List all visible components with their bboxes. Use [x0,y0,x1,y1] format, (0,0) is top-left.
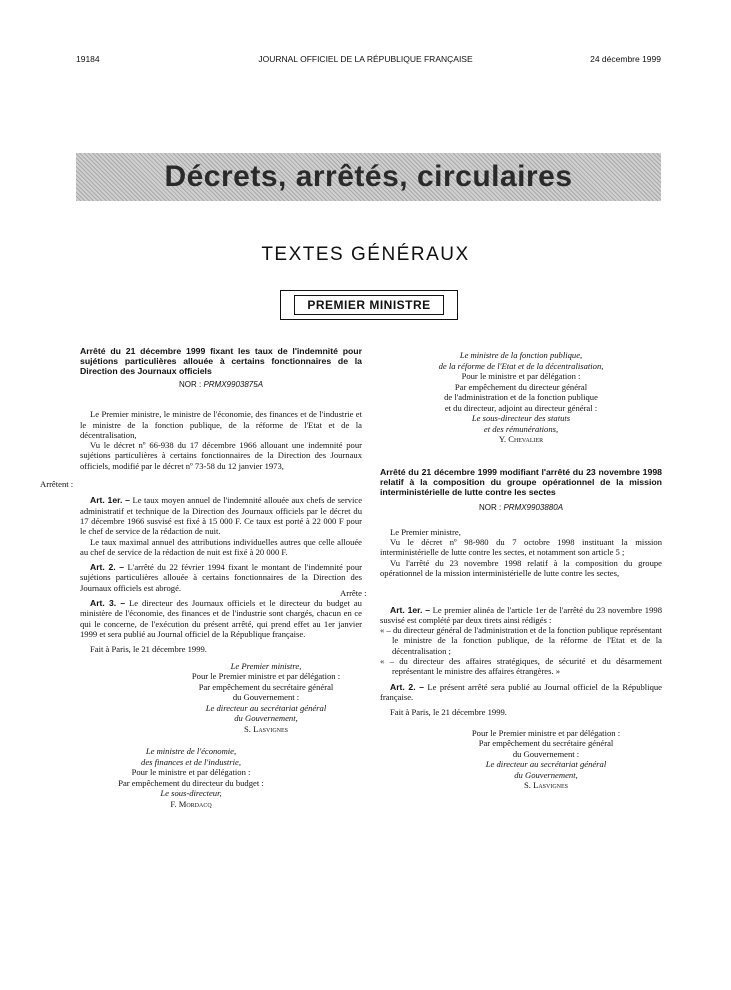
fait-a-paris-2: Fait à Paris, le 21 décembre 1999. [390,707,507,718]
art1-text: Le taux moyen annuel de l'indemnité allouée aux chefs de service administratif et technique de la Direction des Journaux officiels par le décret du 17 décembre 1966 susvisé est fixé à 15 000 F. Ce taux est porté à 22 000 F pour le chef de service de la rédaction de nuit. [80,495,363,537]
art3-label: Art. 3. – [90,598,126,609]
signature-block-3 [380,350,662,445]
visa-2b: Vu l'arrêté du 23 novembre 1998 relatif à la composition du groupe opérationnel de la mission interministérielle de lutte contre les sectes, [380,557,662,578]
sig1-line: Le Premier ministre, [230,660,302,671]
art3-text: Le directeur des Journaux officiels et le directeur du budget au ministère de l'économie, des finances et de l'industrie sont chargés, chacun en ce qui le concerne, de l'exécution du présent arrêté, qui prend effet au 1er janvier 1999 et sera publié au Journal officiel de la République française. [80,598,362,639]
decree-title-2: Arrêté du 21 décembre 1999 modifiant l'arrêté du 23 novembre 1998 relatif à la composition du groupe opérationnel de la mission interministérielle de lutte contre les sectes [380,466,662,497]
sig1-line: du Gouvernement, [234,713,298,724]
article-3 [80,598,362,639]
nor-line-1 [80,380,362,390]
page-number: 19184 [76,54,100,64]
art1-label: Art. 1er. – [90,495,130,506]
signatory-name: S. Lasvignes [524,780,568,791]
sig1-line: Le directeur au secrétariat général [205,702,327,713]
visa-2a: Vu le décret nº 98-980 du 7 octobre 1998 instituant la mission interministérielle de lutte contre les sectes, et notamment son article 5 ; [380,537,662,558]
signatory-name: Y. Chevalier [498,434,544,444]
nor-code: PRMX9903880A [503,502,564,512]
ministry-label: PREMIER MINISTRE [294,295,443,315]
sig4-line: Le directeur au secrétariat général [485,759,607,770]
sig3-line: Le ministre de la fonction publique, [459,350,583,360]
signature-block-4 [380,728,662,791]
sig3-line: et des rémunérations, [483,423,559,434]
sig2-line: Le sous-directeur, [160,788,222,799]
dash-item-2: « – du directeur des affaires stratégiques, de sécurité et du désarmement représentant le ministre des affaires étrangères. » [380,656,662,677]
sig4-line: Pour le Premier ministre et par délégation : [471,727,621,738]
sig1-line: du Gouvernement : [232,692,300,703]
signatory-name: F. Mordacq [170,798,212,809]
sig2-line: Le ministre de l'économie, [145,746,237,757]
signature-block-2 [80,746,362,809]
nor-line-2 [380,503,662,513]
journal-title: JOURNAL OFFICIEL DE LA RÉPUBLIQUE FRANÇAISE [258,54,473,64]
ministry-box [280,290,458,320]
sig2-line: des finances et de l'industrie, [141,756,241,767]
section-banner [76,153,661,201]
sig4-line: du Gouvernement, [514,769,578,780]
art2-text: Le présent arrêté sera publié au Journal officiel de la République française. [380,681,662,702]
sig3-line: Pour le ministre et par délégation : [461,371,581,381]
dash-item-1: « – du directeur général de l'administration et de la fonction publique représentant le ministre de la fonction publique, de la réforme de l'Etat et de la décentralisation ; [380,625,662,656]
arrete: Arrête : [340,588,367,599]
issue-date: 24 décembre 1999 [590,54,661,64]
article-2-right [380,682,662,703]
sig2-line: Par empêchement du directeur du budget : [118,777,264,788]
art2-label: Art. 2. – [90,562,125,573]
art2-label: Art. 2. – [390,681,424,692]
signatory-name: S. Lasvignes [244,723,288,734]
fait-a-paris-1: Fait à Paris, le 21 décembre 1999. [90,644,207,655]
sig3-line: Le sous-directeur des statuts [471,413,571,423]
sig3-line: et du directeur, adjoint au directeur général : [444,402,598,413]
decree-title-1: Arrêté du 21 décembre 1999 fixant les taux de l'indemnité pour sujétions particulières allouée à certains fonctionnaires de la Direction des Journaux officiels [80,346,362,376]
article-1-right [380,605,662,626]
art1-label: Art. 1er. – [390,604,431,615]
nor-label: NOR : [178,380,202,389]
left-column [40,346,363,809]
section-heading: TEXTES GÉNÉRAUX [261,244,470,265]
sig4-line: du Gouvernement : [512,748,580,759]
preamble-2: Le Premier ministre, [390,526,461,537]
visa-1: Vu le décret nº 66-938 du 17 décembre 1966 allouant une indemnité pour sujétions particulières à certains fonctionnaires de la Direction des Journaux officiels, modifié par le décret nº 73-58 du 12 janvier 1973, [80,440,362,471]
sig1-line: Par empêchement du secrétaire général [198,681,334,692]
right-column [340,350,662,791]
article-1-para-2: Le taux maximal annuel des attributions individuelles autres que celle allouée au chef de service de la rédaction de nuit est fixé à 20 000 F. [80,536,362,557]
arretent: Arrêtent : [40,479,74,490]
article-2 [80,562,362,593]
art2-text: L'arrêté du 22 février 1994 fixant le montant de l'indemnité pour sujétions particulières allouée à certains fonctionnaires de la Direction des Journaux officiels est abrogé. [80,562,362,593]
sig1-line: Pour le Premier ministre et par délégation : [191,671,341,682]
sig3-line: de l'administration et de la fonction publique [444,392,598,402]
sig3-line: de la réforme de l'Etat et de la décentralisation, [438,360,604,371]
sig2-line: Pour le ministre et par délégation : [131,767,251,778]
nor-code: PRMX9903875A [203,380,264,389]
art1-text: Le premier alinéa de l'article 1er de l'arrêté du 23 novembre 1998 susvisé est complété par deux tirets ainsi rédigés : [380,604,662,625]
sig4-line: Par empêchement du secrétaire général [478,738,614,749]
sig3-line: Par empêchement du directeur général [454,381,588,392]
nor-label: NOR : [478,502,502,512]
signature-block-1 [80,661,362,735]
banner-title: Décrets, arrêtés, circulaires [164,160,573,193]
preamble-1: Le Premier ministre, le ministre de l'économie, des finances et de l'industrie et le ministre de la fonction publique, de la réforme de l'Etat et de la décentralisation, [80,409,362,440]
article-1 [80,495,362,536]
